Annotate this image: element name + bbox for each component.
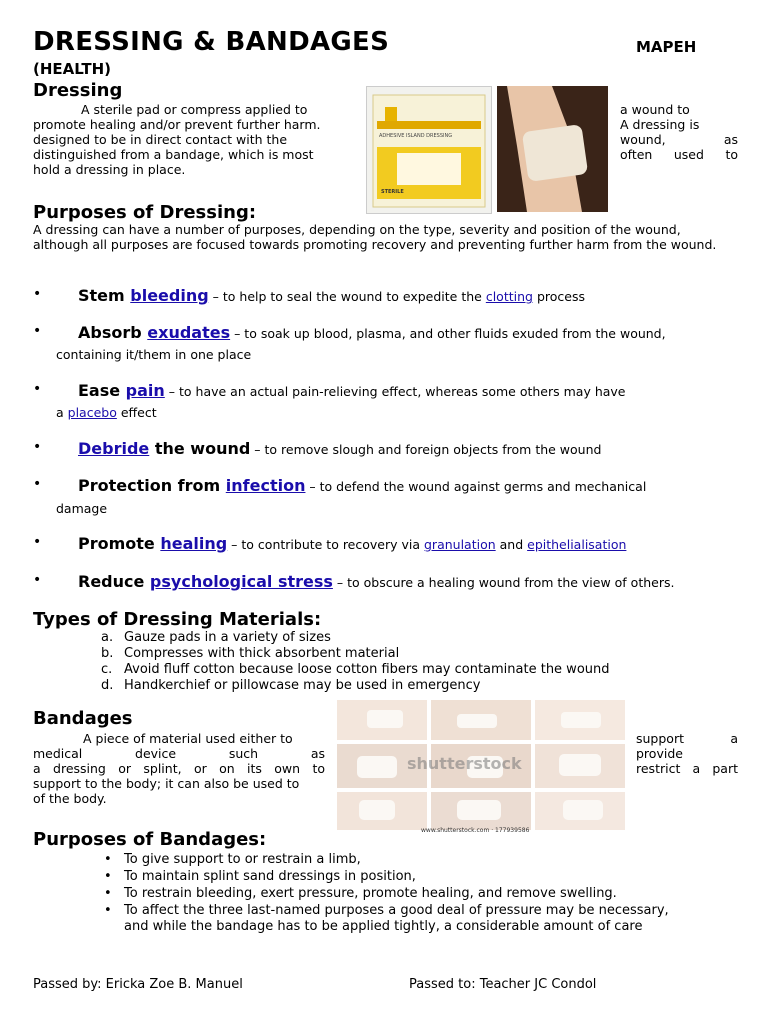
link-clotting[interactable]: clotting <box>485 289 533 304</box>
bandages-text-left <box>33 731 325 806</box>
dressing-right-4: often used to <box>620 147 738 162</box>
list-item: Avoid fluff cotton because loose cotton fibers may contaminate the wound <box>124 662 610 677</box>
list-item: To maintain splint sand dressings in position, <box>124 869 416 884</box>
bandages-collage-image <box>337 700 625 838</box>
list-item: • Debride the wound – to remove slough and foreign objects from the wound <box>33 439 602 458</box>
dressing-heading: Dressing <box>33 80 123 101</box>
bandages-text-right: support a provide restrict a part <box>636 731 738 776</box>
list-item: Gauze pads in a variety of sizes <box>124 630 331 645</box>
passed-to: Passed to: Teacher JC Condol <box>409 977 597 992</box>
dressing-right-3: wound, as <box>620 132 738 147</box>
bandages-line-1: A piece of material used either to <box>83 731 293 746</box>
list-item: • <box>104 903 112 918</box>
list-item: • Ease pain – to have an actual pain-relieving effect, whereas some others may have a placebo effect <box>33 381 626 420</box>
bandaged-arm-illustration <box>497 86 608 212</box>
list-item: a. <box>101 630 114 645</box>
dressing-line-2: promote healing and/or prevent further harm. <box>33 117 321 132</box>
link-granulation[interactable]: granulation <box>424 537 496 552</box>
dressing-pack-text: ADHESIVE ISLAND DRESSING <box>379 133 453 139</box>
link-debride[interactable]: Debride <box>78 439 150 458</box>
list-item: Compresses with thick absorbent material <box>124 646 400 661</box>
bandages-line-5: of the body. <box>33 791 107 806</box>
list-item: • <box>104 852 112 867</box>
bandages-line-2: medical device such as <box>33 746 325 761</box>
list-item: To affect the three last-named purposes a good deal of pressure may be necessary, <box>124 903 669 918</box>
passed-by: Passed by: Ericka Zoe B. Manuel <box>33 977 243 992</box>
subject-label: MAPEH <box>636 38 697 56</box>
purposes-dressing-intro: A dressing can have a number of purposes, depending on the type, severity and position of the wound, although all purposes are focused towards promoting recovery and preventing further harm from the wound. <box>33 222 717 252</box>
link-bleeding[interactable]: bleeding <box>130 286 209 305</box>
dressing-right-1: a wound to <box>620 102 690 117</box>
dressing-line-5: hold a dressing in place. <box>33 162 186 177</box>
list-item: • Promote healing – to contribute to recovery via granulation and epithelialisation <box>33 534 627 553</box>
list-item: • <box>104 869 112 884</box>
list-item: d. <box>101 678 114 693</box>
bandages-line-4: support to the body; it can also be used to <box>33 776 300 791</box>
list-item: Handkerchief or pillowcase may be used in emergency <box>124 678 481 693</box>
link-exudates[interactable]: exudates <box>147 323 231 342</box>
list-item: • Protection from infection – to defend the wound against germs and mechanical damage <box>33 476 647 516</box>
image-caption: www.shutterstock.com · 177939586 <box>421 827 530 834</box>
list-item: and while the bandage has to be applied tightly, a considerable amount of care <box>124 919 643 934</box>
link-pain[interactable]: pain <box>125 381 165 400</box>
dressing-line-1: A sterile pad or compress applied to <box>81 102 308 117</box>
materials-heading: Types of Dressing Materials: <box>33 609 322 630</box>
dressing-line-4: distinguished from a bandage, which is most <box>33 147 314 162</box>
list-item: • Reduce psychological stress – to obscure a healing wound from the view of others. <box>33 572 675 591</box>
link-healing[interactable]: healing <box>160 534 228 553</box>
dressing-arm-image <box>497 86 608 212</box>
link-placebo[interactable]: placebo <box>67 405 117 420</box>
purposes-bandages-heading: Purposes of Bandages: <box>33 829 267 850</box>
bandages-heading: Bandages <box>33 708 133 729</box>
dressing-pack-label: STERILE <box>381 189 404 195</box>
list-item: To give support to or restrain a limb, <box>124 852 361 867</box>
list-item: • Absorb exudates – to soak up blood, plasma, and other fluids exuded from the wound, containing it/them in one place <box>33 323 666 362</box>
dressing-right-2: A dressing is <box>620 117 700 132</box>
link-epithelialisation[interactable]: epithelialisation <box>527 537 627 552</box>
subtitle: (HEALTH) <box>33 60 111 78</box>
purposes-dressing-heading: Purposes of Dressing: <box>33 202 257 223</box>
dressing-text-left <box>33 102 355 177</box>
list-item: To restrain bleeding, exert pressure, promote healing, and remove swelling. <box>124 886 617 901</box>
list-item: b. <box>101 646 114 661</box>
list-item: • Stem bleeding – to help to seal the wound to expedite the clotting process <box>33 286 585 305</box>
dressing-pack-image <box>366 86 492 214</box>
list-item: c. <box>101 662 113 677</box>
dressing-text-right <box>620 102 738 162</box>
page-title: DRESSING & BANDAGES <box>33 27 390 57</box>
bandages-line-3: a dressing or splint, or on its own to <box>33 761 325 776</box>
link-infection[interactable]: infection <box>225 476 306 495</box>
watermark-text: shutterstock <box>407 754 522 773</box>
list-item: • <box>104 886 112 901</box>
dressing-line-3: designed to be in direct contact with the <box>33 132 288 147</box>
link-psychological-stress[interactable]: psychological stress <box>149 572 333 591</box>
